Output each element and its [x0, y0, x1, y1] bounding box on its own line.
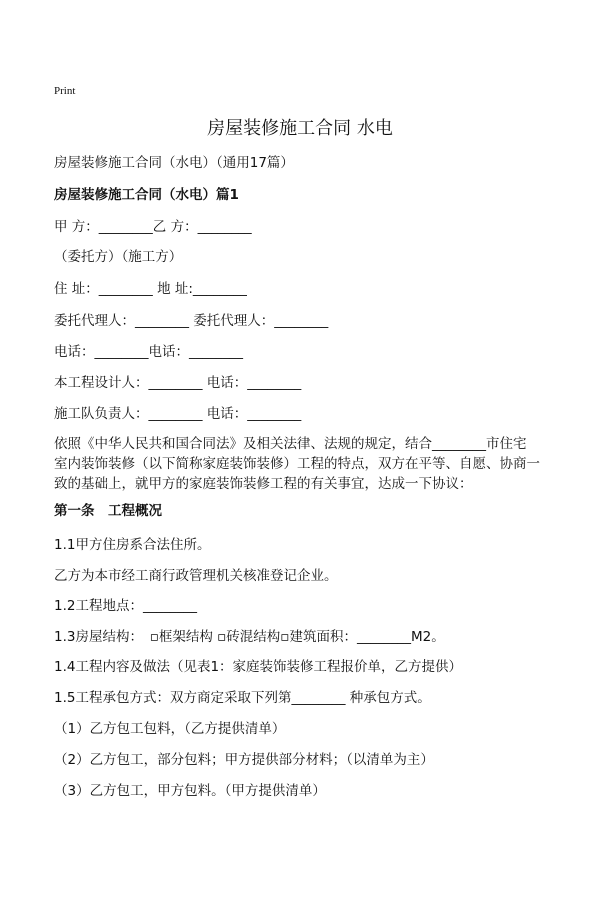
option-2: （2）乙方包工，部分包料；甲方提供部分材料；（以清单为主）: [54, 752, 434, 768]
party-line: 甲 方：________乙 方：________: [54, 219, 252, 235]
option-3: （3）乙方包工，甲方包料。（甲方提供清单）: [54, 783, 326, 799]
item-1-2: 1.2工程地点：________: [54, 598, 197, 614]
option-1: （1）乙方包工包料，（乙方提供清单）: [54, 721, 286, 737]
intro-line: 依照《中华人民共和国合同法》及相关法律、法规的规定，结合________市住宅: [54, 436, 527, 452]
team-lead-line: 施工队负责人：________ 电话：________: [54, 406, 302, 422]
address-line: 住 址：________ 地 址:________: [54, 281, 247, 297]
page-title: 房屋装修施工合同 水电: [207, 118, 393, 139]
intro-paragraph: [54, 434, 554, 494]
item-1-1: 1.1甲方住房系合法住所。: [54, 537, 211, 553]
item-1-3: 1.3房屋结构： ▫框架结构 ▫砖混结构▫建筑面积：________M2。: [54, 629, 445, 645]
intro-line: 室内装饰装修（以下简称家庭装饰装修）工程的特点，双方在平等、自愿、协商一: [54, 456, 540, 472]
item-1-5: 1.5工程承包方式：双方商定采取下列第________ 种承包方式。: [54, 690, 431, 706]
agent-line: 委托代理人：________ 委托代理人：________: [54, 313, 329, 329]
print-label: Print: [54, 85, 76, 97]
intro-line: 致的基础上，就甲方的家庭装饰装修工程的有关事宜，达成一下协议：: [54, 476, 473, 492]
section-heading: 房屋装修施工合同（水电）篇1: [54, 187, 239, 203]
designer-line: 本工程设计人：________ 电话：________: [54, 375, 302, 391]
article1-heading: 第一条 工程概况: [54, 503, 162, 519]
roles-line: （委托方）（施工方）: [54, 249, 183, 265]
item-1-4: 1.4工程内容及做法（见表1：家庭装饰装修工程报价单，乙方提供）: [54, 659, 463, 675]
company-note: 乙方为本市经工商行政管理机关核准登记企业。: [54, 568, 338, 584]
phone-line: 电话：________电话：________: [54, 344, 243, 360]
subtitle: 房屋装修施工合同（水电）（通用17篇）: [54, 155, 294, 171]
